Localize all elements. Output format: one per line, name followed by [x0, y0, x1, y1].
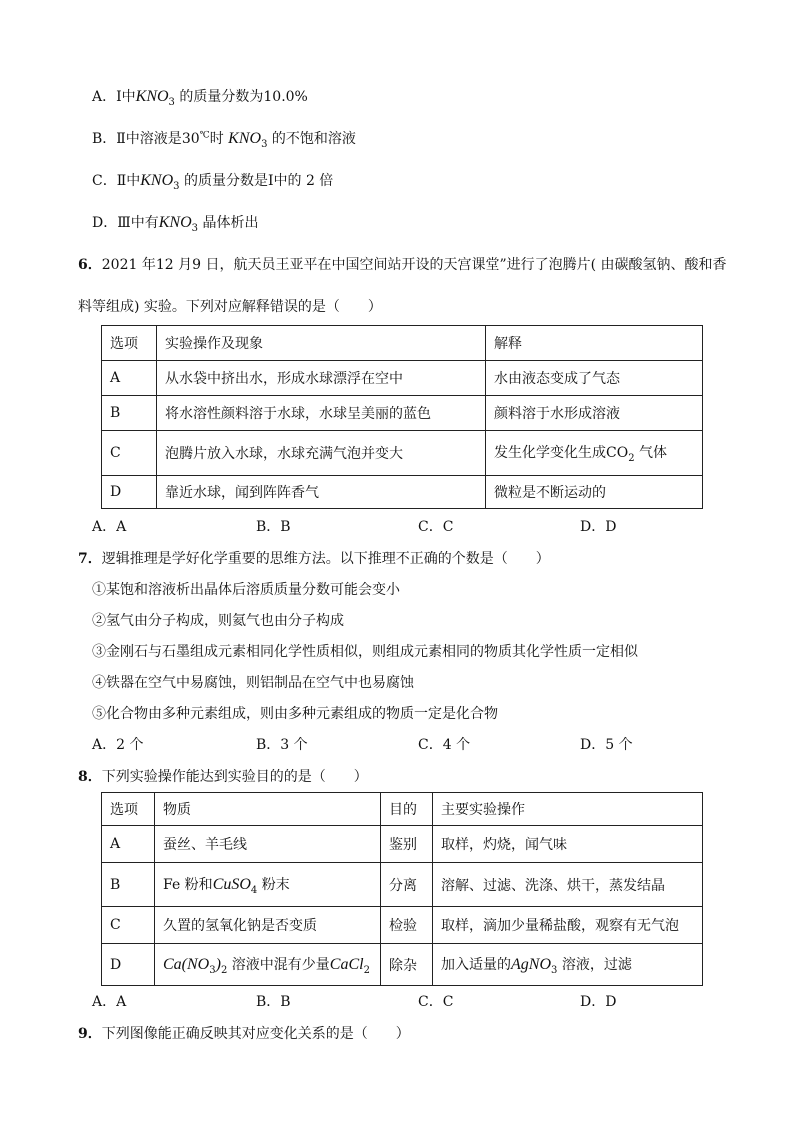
table-row: D 靠近水球，闻到阵阵香气 微粒是不断运动的 [102, 476, 703, 509]
substance-cell: Fe 粉和CuSO$_4$ 粉末 [155, 863, 381, 907]
q7-answer-choices [92, 734, 712, 754]
table-row: C 泡腾片放入水球，水球充满气泡并变大 发生化学变化生成$CO_2$ 气体 [102, 431, 703, 476]
table-row: A 蚕丝、羊毛线 鉴别 取样，灼烧，闻气味 [102, 826, 703, 863]
explanation-cell: 发生化学变化生成$CO_2$ 气体 [486, 431, 703, 476]
answer-choice[interactable]: C．4 个 [418, 737, 471, 753]
header-cell: 选项 [102, 793, 155, 826]
q8-stem: 8．下列实验操作能达到实验目的的是（ ） [78, 769, 368, 785]
q7-item: ③金刚石与石墨组成元素相同化学性质相似，则组成元素相同的物质其化学性质一定相似 [92, 644, 638, 660]
table-row: A 从水袋中挤出水，形成水球漂浮在空中 水由液态变成了气态 [102, 361, 703, 396]
q5-option-b: B．Ⅱ中溶液是30℃时 $KNO_3$ 的不饱和溶液 [92, 130, 356, 150]
table-header-row [102, 326, 703, 361]
answer-choice[interactable]: A．A [92, 994, 127, 1010]
table-row: C 久置的氢氧化钠是否变质 检验 取样，滴加少量稀盐酸，观察有无气泡 [102, 907, 703, 944]
operation-cell: 加入适量的AgNO$_3$ 溶液，过滤 [433, 944, 703, 986]
answer-choice[interactable]: A．A [92, 519, 127, 535]
answer-choice[interactable]: D．5 个 [580, 737, 633, 753]
q5-option-c: C．Ⅱ中$KNO_3$ 的质量分数是Ⅰ中的 2 倍 [92, 172, 334, 192]
header-cell: 物质 [155, 793, 381, 826]
q7-stem: 7．逻辑推理是学好化学重要的思维方法。以下推理不正确的个数是（ ） [78, 551, 550, 567]
answer-choice[interactable]: B．B [256, 519, 291, 535]
table-row: B 将水溶性颜料溶于水球，水球呈美丽的蓝色 颜料溶于水形成溶液 [102, 396, 703, 431]
answer-choice[interactable]: A．2 个 [92, 737, 144, 753]
q8-table [101, 792, 703, 986]
answer-choice[interactable]: D．D [580, 519, 617, 535]
header-cell: 解释 [486, 326, 703, 361]
table-row: D $Ca(NO_3)_2$ 溶液中混有少量CaCl$_2$ 除杂 加入适量的AgNO$_3$ 溶液，过滤 [102, 944, 703, 986]
q6-answer-choices [92, 516, 712, 536]
q9-stem: 9．下列图像能正确反映其对应变化关系的是（ ） [78, 1026, 410, 1042]
q6-stem-line2: 料等组成) 实验。下列对应解释错误的是（ ） [78, 299, 382, 315]
answer-choice[interactable]: D．D [580, 994, 617, 1010]
table-header-row [102, 793, 703, 826]
answer-choice[interactable]: C．C [418, 994, 454, 1010]
table-row: B Fe 粉和CuSO$_4$ 粉末 分离 溶解、过滤、洗涤、烘干，蒸发结晶 [102, 863, 703, 907]
q5-option-a: A．Ⅰ中$KNO_3$ 的质量分数为10.0% [92, 88, 308, 108]
header-cell: 目的 [381, 793, 433, 826]
answer-choice[interactable]: B．3 个 [256, 737, 308, 753]
q8-answer-choices [92, 991, 712, 1011]
q7-item: ⑤化合物由多种元素组成，则由多种元素组成的物质一定是化合物 [92, 706, 498, 722]
q6-table [101, 325, 703, 509]
header-cell: 实验操作及现象 [157, 326, 486, 361]
answer-choice[interactable]: B．B [256, 994, 291, 1010]
header-cell: 主要实验操作 [433, 793, 703, 826]
substance-cell: $Ca(NO_3)_2$ 溶液中混有少量CaCl$_2$ [155, 944, 381, 986]
q7-item: ④铁器在空气中易腐蚀，则铝制品在空气中也易腐蚀 [92, 675, 414, 691]
answer-choice[interactable]: C．C [418, 519, 454, 535]
q7-item: ①某饱和溶液析出晶体后溶质质量分数可能会变小 [92, 582, 400, 598]
q6-stem-line1: 6．2021 年12 月9 日，航天员王亚平在中国空间站开设的天宫课堂”进行了泡腾片( 由碳酸氢钠、酸和香 [78, 257, 727, 273]
q7-item: ②氢气由分子构成，则氦气也由分子构成 [92, 613, 344, 629]
header-cell: 选项 [102, 326, 157, 361]
q5-option-d: D．Ⅲ中有$KNO_3$ 晶体析出 [92, 214, 259, 234]
